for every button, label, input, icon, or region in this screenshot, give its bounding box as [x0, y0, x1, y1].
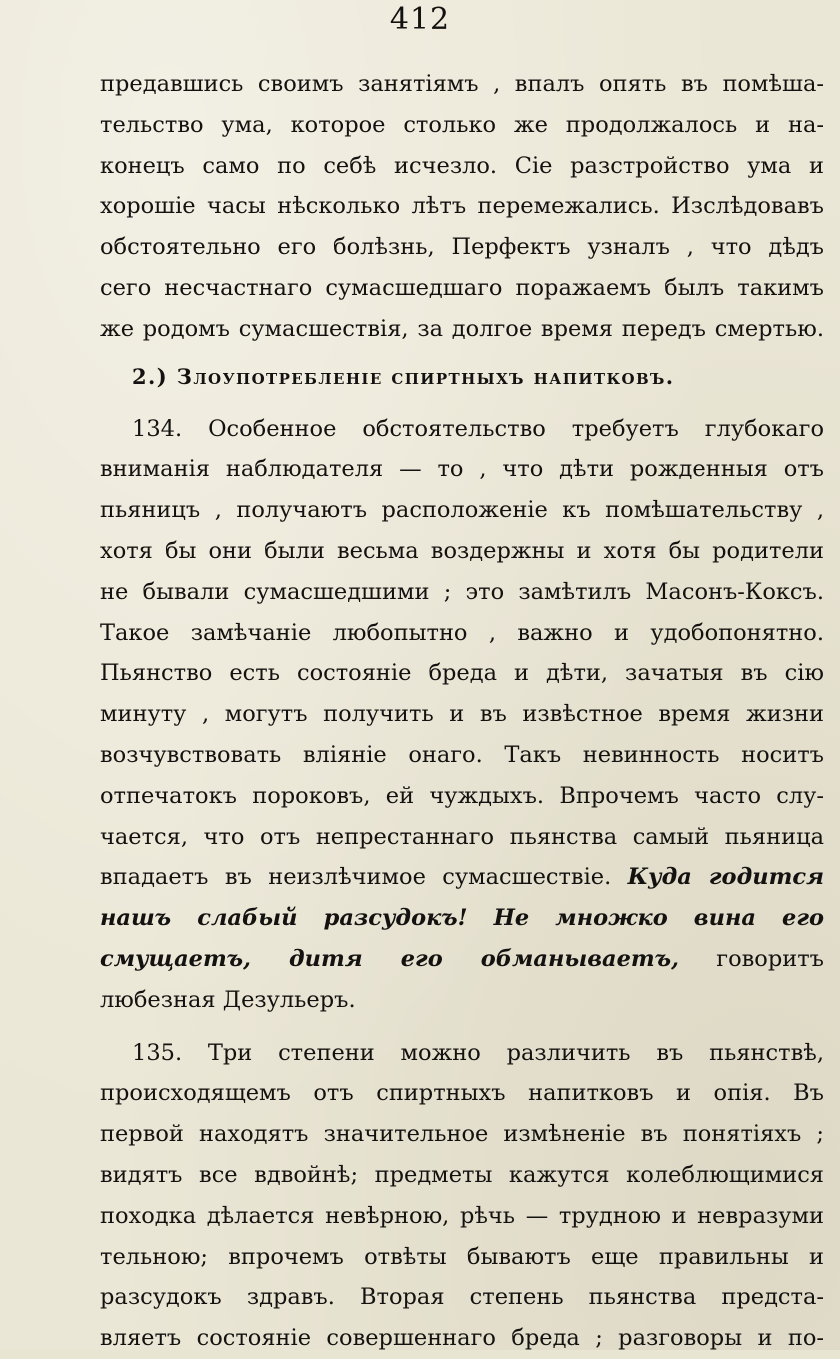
text-line: вляетъ состояніе совершеннаго бреда ; разговоры и по- — [100, 1325, 824, 1352]
text-line: минуту , могутъ получить и въ извѣстное время жизни — [100, 701, 824, 728]
quotation-text: нашъ слабый разсудокъ! Не множко вина его — [100, 905, 824, 932]
text-line: тельною; впрочемъ отвѣты бываютъ еще правильны и — [100, 1243, 824, 1270]
text-segment: впадаетъ въ неизлѣчимое сумасшествіе. — [100, 864, 628, 891]
text-line: происходящемъ отъ спиртныхъ напитковъ и опія. Въ — [100, 1080, 824, 1107]
text-line: конецъ само по себѣ исчезло. Сіе разстройство ума и — [100, 152, 824, 179]
text-line: первой находятъ значительное измѣненіе въ понятіяхъ ; — [100, 1121, 824, 1148]
quotation-text: смущаетъ, дитя его обманываетъ, — [100, 945, 679, 972]
paragraph-134-first-line: 134. Особенное обстоятельство требуетъ глубокаго — [132, 415, 824, 442]
paragraph-gap — [100, 1021, 824, 1033]
text-line: видятъ все вдвойнѣ; предметы кажутся колеблющимися — [100, 1161, 824, 1188]
text-line: хорошіе часы нѣсколько лѣтъ перемежались. Изслѣдовавъ — [100, 193, 824, 220]
text-line: вниманія наблюдателя — то , что дѣти рожденныя отъ — [100, 456, 824, 483]
page-text — [100, 64, 824, 1359]
text-line: походка дѣлается невѣрною, рѣчь — трудною и невразуми — [100, 1202, 824, 1229]
quotation-text: Куда годится — [627, 864, 824, 891]
text-line: чается, что отъ непрестаннаго пьянства самый пьяница — [100, 823, 824, 850]
page-number: 412 — [389, 2, 451, 37]
text-line: любезная Дезульеръ. — [100, 986, 356, 1013]
text-line: предавшись своимъ занятіямъ , впалъ опять въ помѣша- — [100, 71, 824, 97]
text-line — [100, 939, 824, 980]
text-line: обстоятельно его болѣзнь, Перфектъ узналъ , что дѣдъ — [100, 234, 824, 261]
text-line — [100, 857, 824, 898]
text-line: сего несчастнаго сумасшедшаго поражаемъ былъ такимъ — [100, 274, 824, 301]
text-line: отпечатокъ пороковъ, ей чуждыхъ. Впрочемъ часто слу- — [100, 782, 824, 809]
section-heading: 2.) Злоупотребленіе спиртныхъ напитковъ. — [132, 363, 675, 389]
text-line: Пьянство есть состояніе бреда и дѣти, зачатыя въ сію — [100, 660, 824, 687]
text-line: же родомъ сумасшествія, за долгое время передъ смертью. — [100, 315, 824, 342]
text-line: не бывали сумасшедшими ; это замѣтилъ Масонъ-Коксъ. — [100, 578, 824, 605]
text-line: разсудокъ здравъ. Вторая степень пьянства предста- — [100, 1284, 824, 1311]
text-line: Такое замѣчаніе любопытно , важно и удобопонятно. — [100, 619, 824, 646]
text-line: пьяницъ , получаютъ расположеніе къ помѣшательству , — [100, 497, 824, 524]
text-line: возчувствовать вліяніе онаго. Такъ невинность носитъ — [100, 741, 824, 768]
text-line: тельство ума, которое столько же продолжалось и на- — [100, 111, 824, 138]
paragraph-135-first-line: 135. Три степени можно различить въ пьянствѣ, — [132, 1039, 824, 1066]
text-line: хотя бы они были весьма воздержны и хотя бы родители — [100, 537, 824, 564]
text-line — [100, 898, 824, 939]
text-segment: говоритъ — [678, 945, 824, 972]
